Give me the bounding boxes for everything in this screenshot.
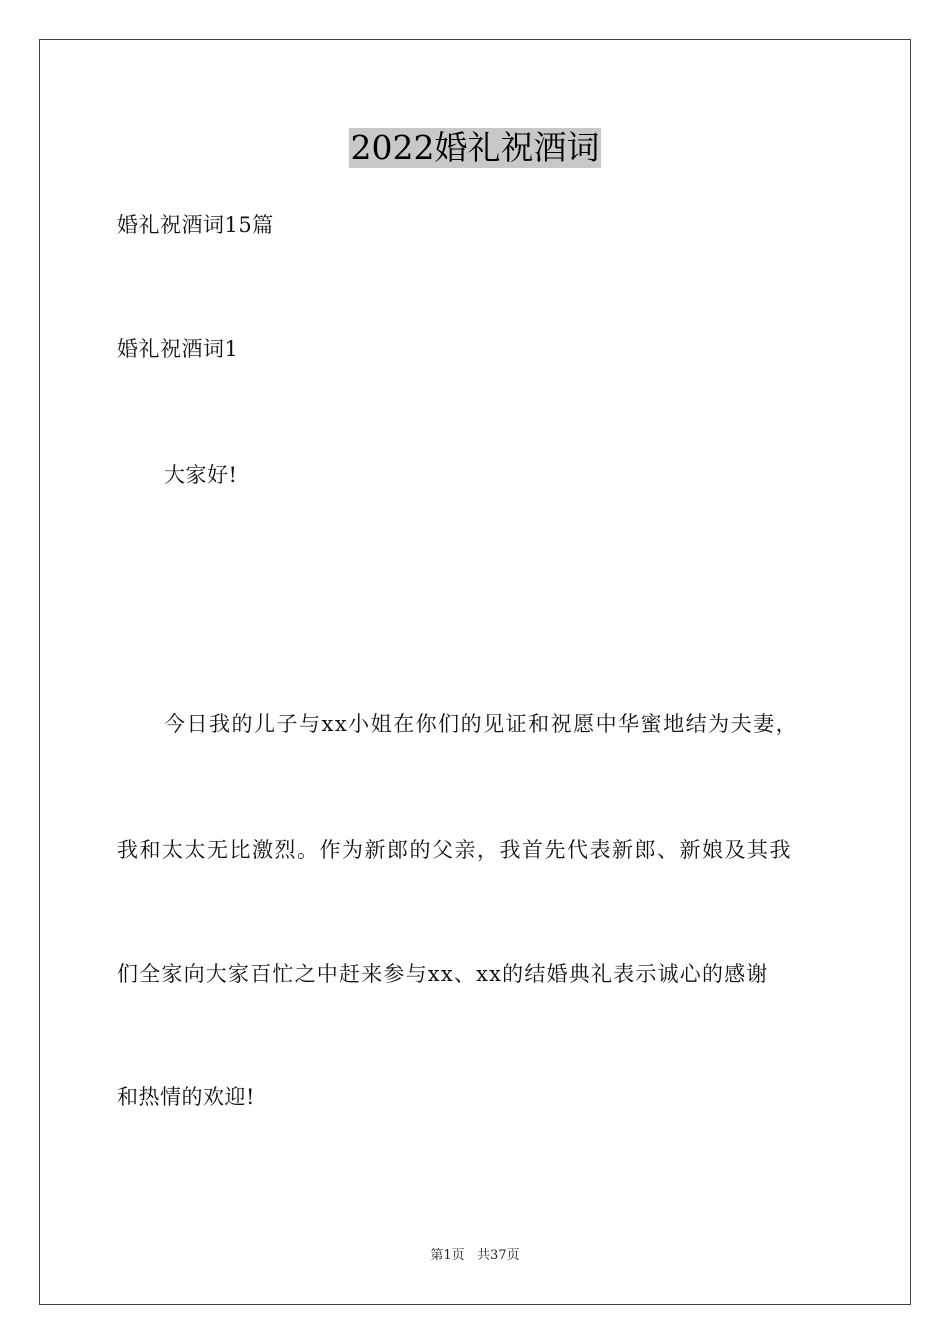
greeting: 大家好! (164, 463, 238, 487)
paragraph-line: 们全家向大家百忙之中赶来参与xx、xx的结婚典礼表示诚心的感谢 (117, 962, 769, 986)
paragraph-line: 我和太太无比激烈。作为新郎的父亲，我首先代表新郎、新娘及其我 (117, 838, 792, 862)
document-title: 2022婚礼祝酒词 (350, 128, 600, 167)
paragraph-line: 和热情的欢迎! (117, 1085, 255, 1109)
page-footer: 第1页 共37页 (430, 1248, 520, 1263)
paragraph-line: 今日我的儿子与xx小姐在你们的见证和祝愿中华蜜地结为夫妻， (164, 712, 799, 736)
subtitle: 婚礼祝酒词15篇 (117, 213, 274, 237)
section-heading: 婚礼祝酒词1 (117, 337, 239, 361)
title-container (0, 128, 950, 168)
